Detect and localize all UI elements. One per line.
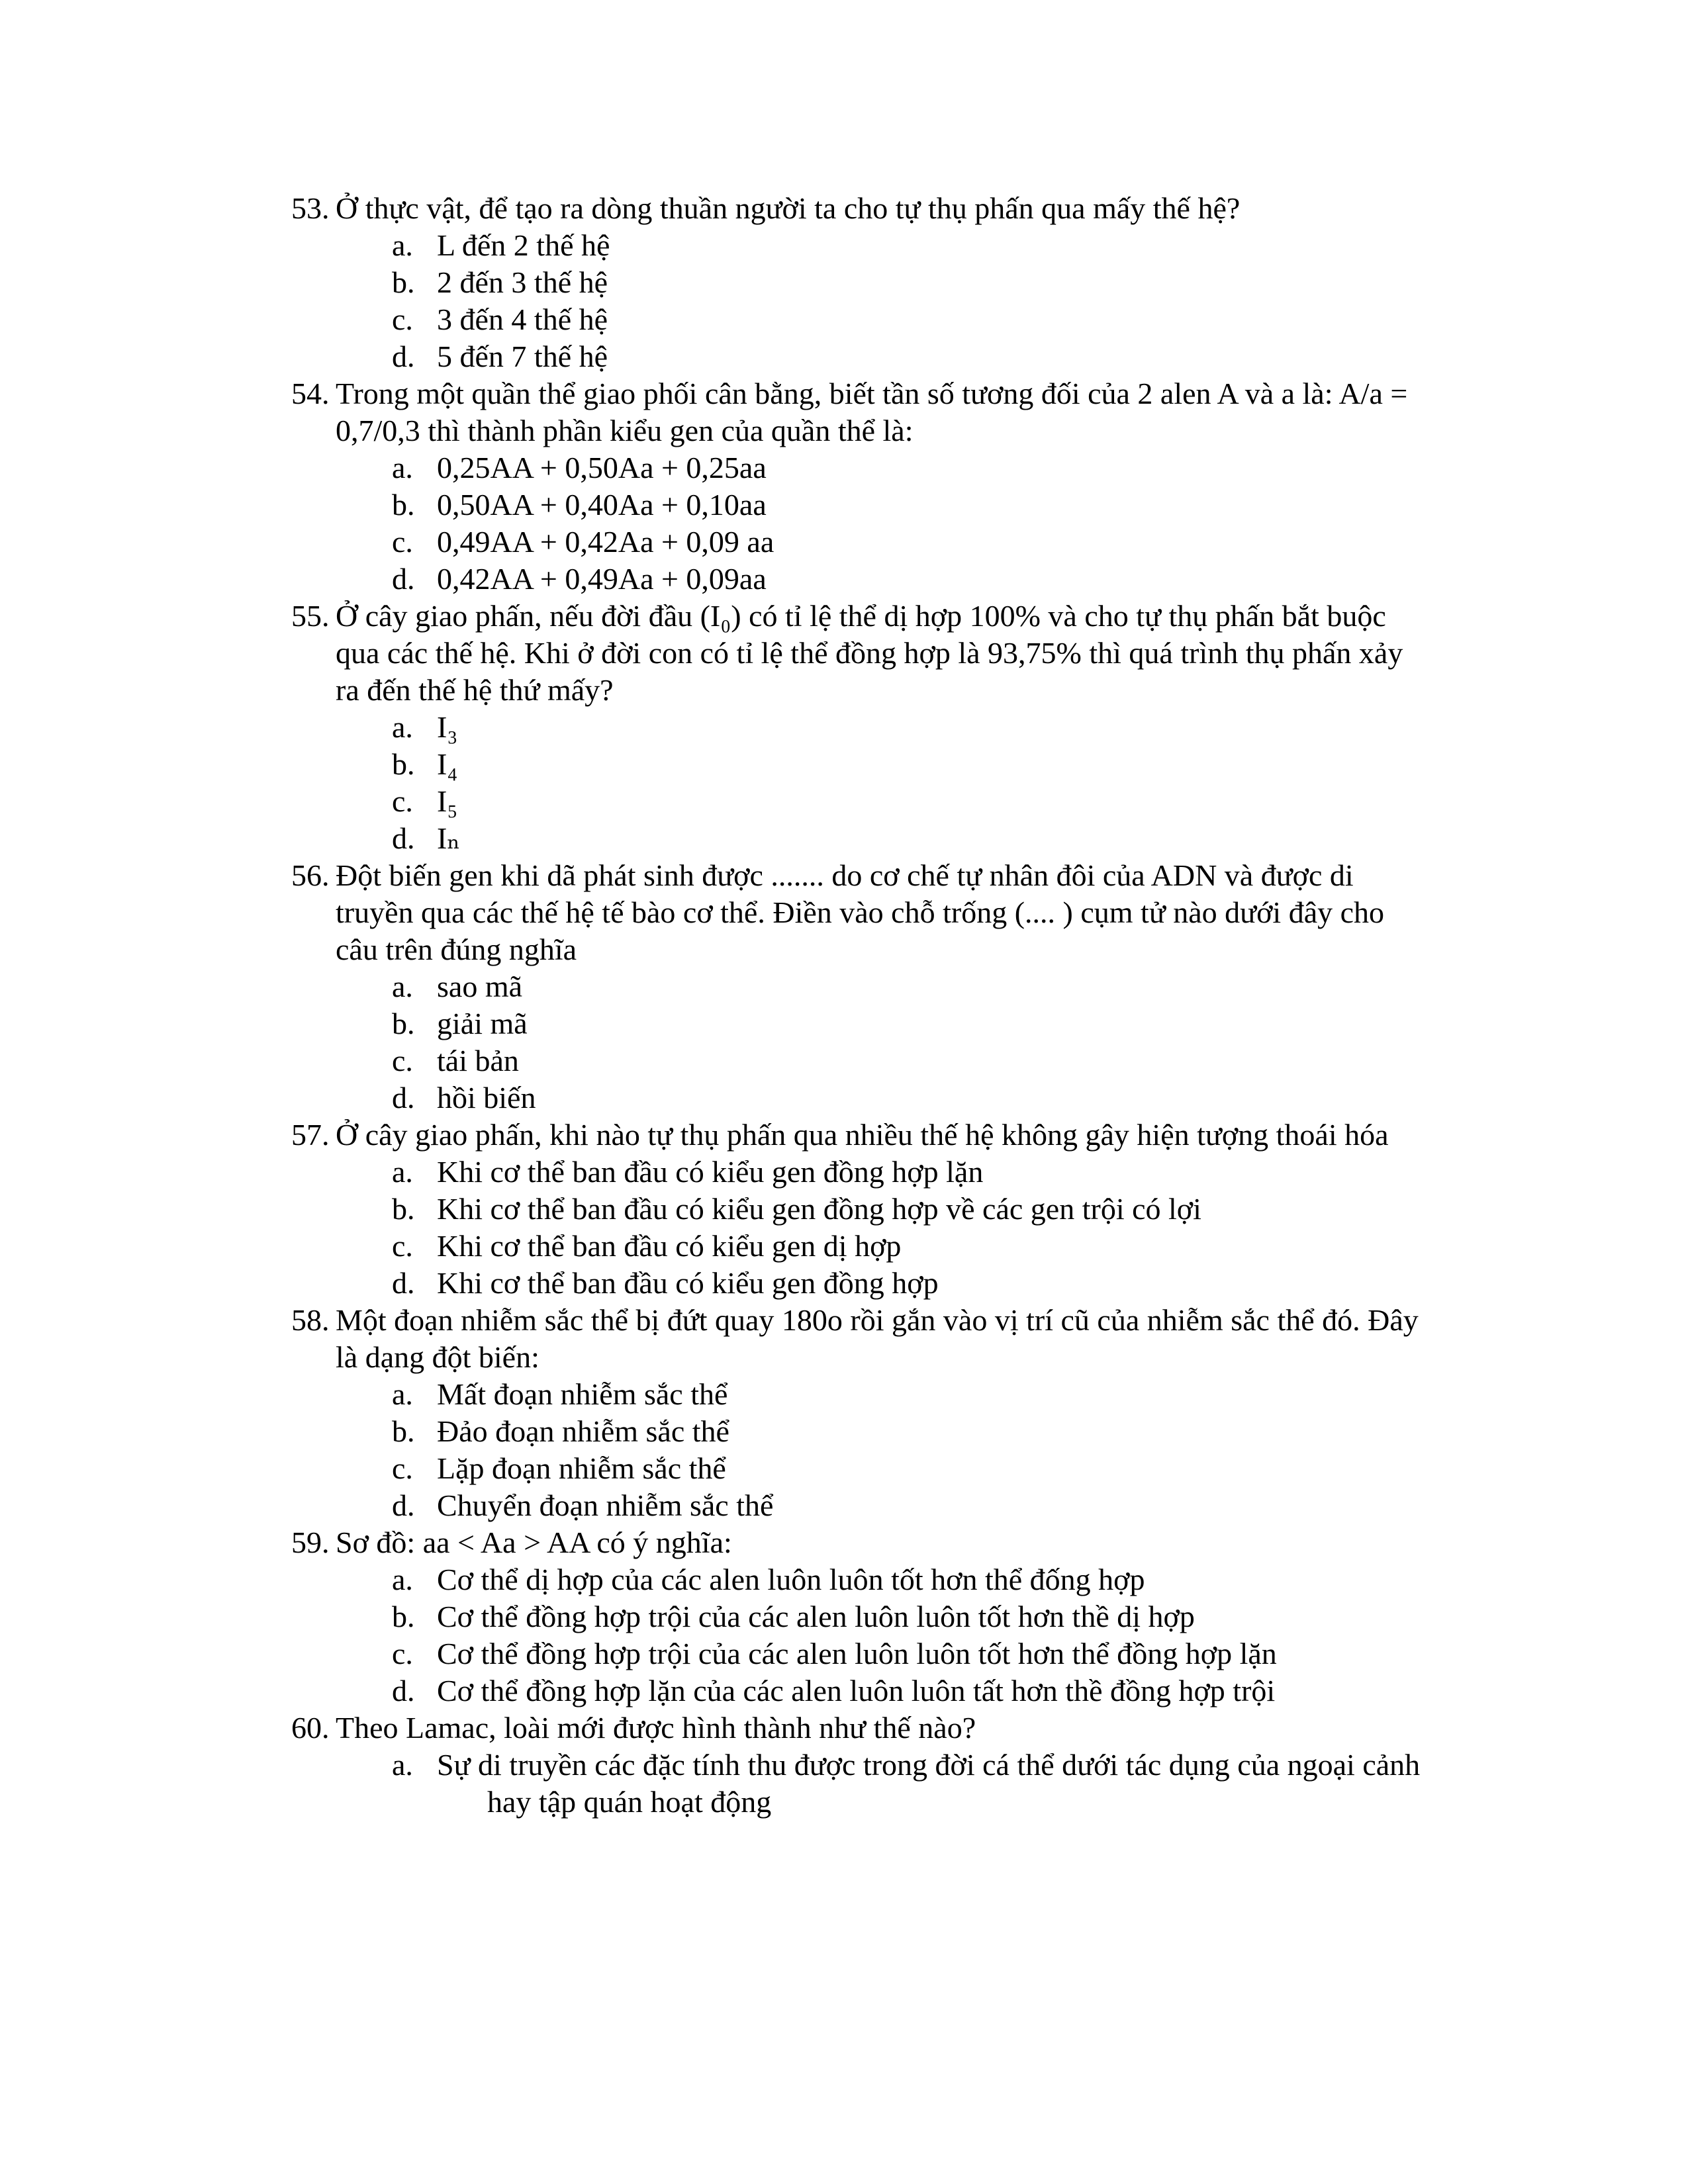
question-text: Ở cây giao phấn, khi nào tự thụ phấn qua nhiều thế hệ không gây hiện tượng thoái hóa — [336, 1118, 1389, 1152]
option-text: 3 đến 4 thế hệ — [437, 302, 608, 336]
question-body — [336, 598, 1423, 857]
option-item — [392, 1635, 1423, 1672]
question-text: Ở thực vật, để tạo ra dòng thuần người ta cho tự thụ phấn qua mấy thế hệ? — [336, 191, 1241, 225]
question-number: 59. — [291, 1525, 330, 1559]
option-item — [392, 709, 1423, 746]
option-text: 0,49AA + 0,42Aa + 0,09 aa — [437, 525, 774, 559]
question-item — [291, 598, 1423, 857]
option-item — [392, 1265, 1423, 1302]
option-text: Khi cơ thể ban đầu có kiểu gen đồng hợp về các gen trội có lợi — [437, 1192, 1201, 1226]
option-item — [392, 486, 1423, 523]
option-item — [392, 1191, 1423, 1228]
option-item — [392, 1079, 1423, 1116]
option-list — [392, 1376, 1423, 1524]
option-letter: a. — [392, 1748, 413, 1782]
question-body — [336, 1302, 1423, 1524]
option-text: I₅ — [437, 784, 458, 818]
option-text: 0,25AA + 0,50Aa + 0,25aa — [437, 451, 767, 484]
option-text: Khi cơ thể ban đầu có kiểu gen dị hợp — [437, 1229, 902, 1263]
question-body — [336, 1116, 1423, 1302]
question-body — [336, 857, 1423, 1116]
option-letter: c. — [392, 1229, 413, 1263]
option-item — [392, 264, 1423, 301]
option-text: tái bản — [437, 1044, 519, 1077]
option-text: Cơ thể đồng hợp trội của các alen luôn luôn tốt hơn thể đồng hợp lặn — [437, 1637, 1277, 1670]
question-item — [291, 1302, 1423, 1524]
option-text: Khi cơ thể ban đầu có kiểu gen đồng hợp — [437, 1266, 939, 1300]
option-list — [392, 709, 1423, 857]
option-text: Cơ thể đồng hợp trội của các alen luôn luôn tốt hơn thề dị hợp — [437, 1600, 1195, 1633]
option-letter: b. — [392, 1007, 415, 1040]
question-text: Trong một quần thể giao phối cân bằng, biết tần số tương đối của 2 alen A và a là: A/a = 0,7/0,3 thì thành phần kiểu gen của quần thể là: — [336, 377, 1408, 447]
option-letter: c. — [392, 302, 413, 336]
option-text: Cơ thể dị hợp của các alen luôn luôn tốt hơn thể đống hợp — [437, 1563, 1145, 1596]
question-body — [336, 375, 1423, 598]
question-body — [336, 1709, 1423, 1821]
question-number: 55. — [291, 599, 330, 633]
question-number: 53. — [291, 191, 330, 225]
question-text: Ở cây giao phấn, nếu đời đầu (I₀) có tỉ lệ thể dị hợp 100% và cho tự thụ phấn bắt buộc qua các thế hệ. Khi ở đời con có tỉ lệ thể đồng hợp là 93,75% thì quá trình thụ phấn xảy ra đến thế hệ thứ mấy? — [336, 599, 1403, 707]
question-text: Một đoạn nhiễm sắc thể bị đứt quay 180o rồi gắn vào vị trí cũ của nhiễm sắc thể đó. Đây là dạng đột biến: — [336, 1303, 1419, 1374]
option-text: I₄ — [437, 747, 458, 781]
option-text: Lặp đoạn nhiễm sắc thể — [437, 1451, 726, 1485]
question-body — [336, 190, 1423, 375]
option-list — [392, 227, 1423, 375]
option-letter: d. — [392, 1266, 415, 1300]
option-item — [392, 227, 1423, 264]
option-text: Khi cơ thể ban đầu có kiểu gen đồng hợp lặn — [437, 1155, 984, 1189]
option-item — [392, 1042, 1423, 1079]
option-text: 5 đến 7 thế hệ — [437, 340, 608, 373]
option-letter: b. — [392, 1600, 415, 1633]
option-text: 0,42AA + 0,49Aa + 0,09aa — [437, 562, 767, 596]
question-number: 57. — [291, 1118, 330, 1152]
question-item — [291, 1524, 1423, 1709]
option-letter: a. — [392, 228, 413, 262]
option-letter: b. — [392, 265, 415, 299]
option-letter: c. — [392, 525, 413, 559]
option-letter: d. — [392, 1488, 415, 1522]
option-text: Sự di truyền các đặc tính thu được trong đời cá thể dưới tác dụng của ngoại cảnh hay tập quán hoạt động — [437, 1748, 1421, 1819]
option-text: hồi biến — [437, 1081, 536, 1115]
option-letter: d. — [392, 340, 415, 373]
option-list — [392, 449, 1423, 598]
question-item — [291, 1709, 1423, 1821]
option-item — [392, 1487, 1423, 1524]
option-text: 0,50AA + 0,40Aa + 0,10aa — [437, 488, 767, 522]
question-text: Đột biến gen khi dã phát sinh được ....... do cơ chế tự nhân đôi của ADN và được di truyền qua các thế hệ tế bào cơ thể. Điền vào chỗ trống (.... ) cụm tử nào dưới đây cho câu trên đúng nghĩa — [336, 858, 1385, 966]
option-letter: a. — [392, 1563, 413, 1596]
option-text: Đảo đoạn nhiễm sắc thể — [437, 1414, 729, 1448]
option-letter: b. — [392, 747, 415, 781]
option-item — [392, 449, 1423, 486]
option-item — [392, 783, 1423, 820]
option-text: I₃ — [437, 710, 458, 744]
option-text: sao mã — [437, 970, 523, 1003]
option-item — [392, 820, 1423, 857]
option-item — [392, 1598, 1423, 1635]
option-text: giải mã — [437, 1007, 528, 1040]
option-letter: b. — [392, 488, 415, 522]
question-number: 54. — [291, 377, 330, 410]
option-letter: a. — [392, 970, 413, 1003]
option-item — [392, 1228, 1423, 1265]
question-body — [336, 1524, 1423, 1709]
option-letter: c. — [392, 784, 413, 818]
question-text: Sơ đồ: aa < Aa > AA có ý nghĩa: — [336, 1525, 732, 1559]
question-item — [291, 857, 1423, 1116]
option-text: Cơ thể đồng hợp lặn của các alen luôn luôn tất hơn thề đồng hợp trội — [437, 1674, 1276, 1707]
option-item — [392, 338, 1423, 375]
question-text: Theo Lamac, loài mới được hình thành như thế nào? — [336, 1711, 976, 1745]
option-letter: a. — [392, 1377, 413, 1411]
option-letter: a. — [392, 451, 413, 484]
option-text: Chuyển đoạn nhiễm sắc thể — [437, 1488, 774, 1522]
option-list — [392, 1561, 1423, 1709]
option-item — [392, 1413, 1423, 1450]
option-text: L đến 2 thế hệ — [437, 228, 610, 262]
question-list — [291, 190, 1423, 1821]
option-text: Mất đoạn nhiễm sắc thể — [437, 1377, 728, 1411]
option-letter: d. — [392, 1081, 415, 1115]
option-letter: a. — [392, 710, 413, 744]
question-item — [291, 375, 1423, 598]
option-list — [392, 1154, 1423, 1302]
option-item — [392, 1154, 1423, 1191]
option-item — [392, 968, 1423, 1005]
option-item — [392, 1450, 1423, 1487]
option-item — [392, 1672, 1423, 1709]
option-list — [392, 968, 1423, 1116]
option-item — [392, 746, 1423, 783]
question-number: 60. — [291, 1711, 330, 1745]
option-item — [392, 561, 1423, 598]
option-text: 2 đến 3 thế hệ — [437, 265, 608, 299]
option-text: Iₙ — [437, 821, 461, 855]
option-letter: d. — [392, 562, 415, 596]
option-item — [392, 523, 1423, 561]
question-item — [291, 1116, 1423, 1302]
question-number: 58. — [291, 1303, 330, 1337]
option-item — [392, 1376, 1423, 1413]
option-letter: d. — [392, 821, 415, 855]
option-letter: a. — [392, 1155, 413, 1189]
option-letter: d. — [392, 1674, 415, 1707]
option-item — [392, 1005, 1423, 1042]
question-number: 56. — [291, 858, 330, 892]
option-letter: c. — [392, 1044, 413, 1077]
option-list — [392, 1747, 1423, 1821]
option-item — [392, 1561, 1423, 1598]
option-item — [392, 301, 1423, 338]
option-letter: c. — [392, 1637, 413, 1670]
question-item — [291, 190, 1423, 375]
option-letter: b. — [392, 1192, 415, 1226]
option-letter: b. — [392, 1414, 415, 1448]
option-letter: c. — [392, 1451, 413, 1485]
option-item — [392, 1747, 1423, 1821]
